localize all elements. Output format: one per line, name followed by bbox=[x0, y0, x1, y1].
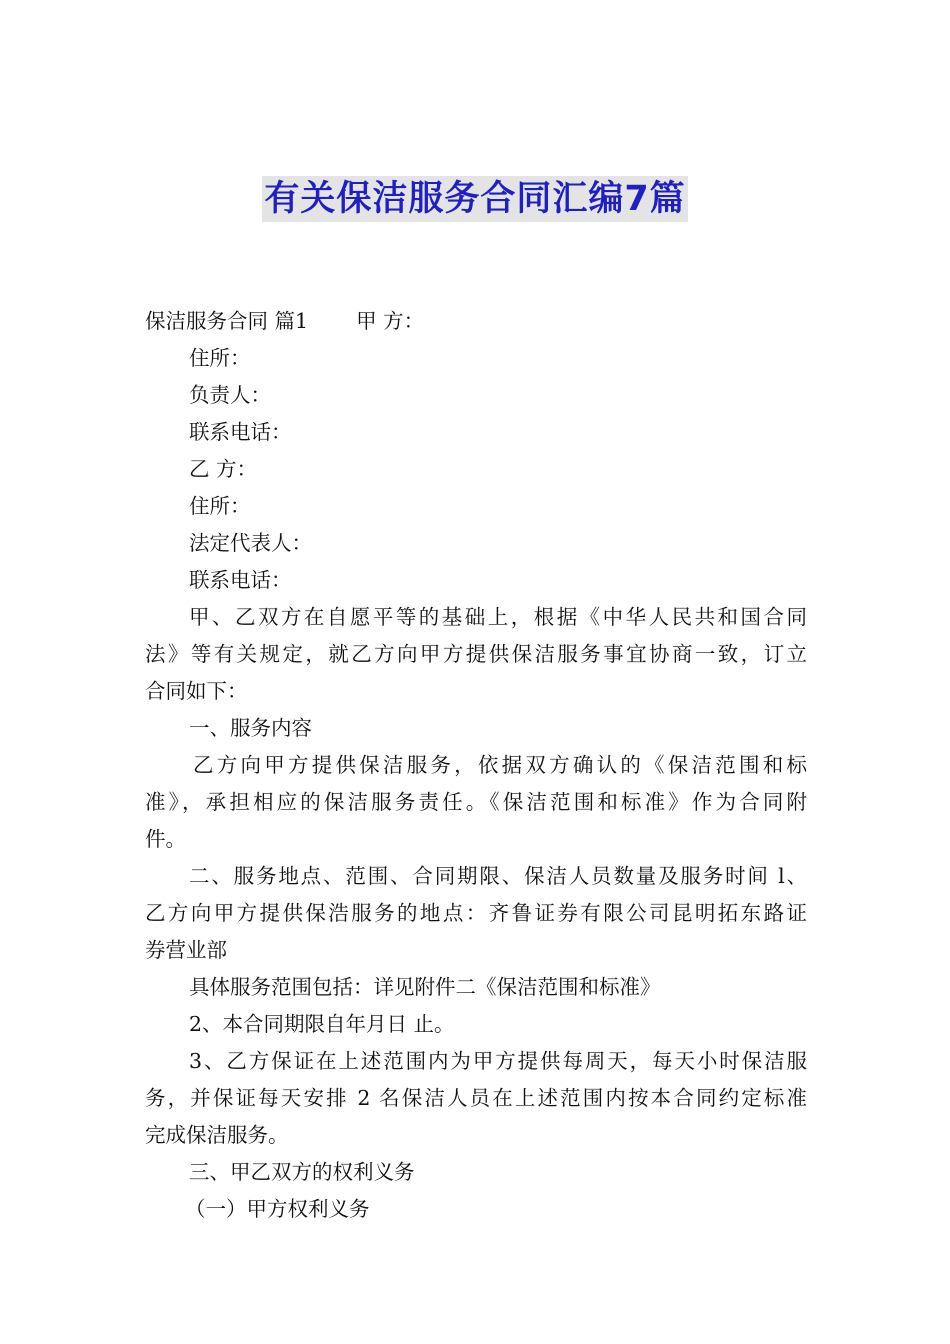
preamble-line: 甲、乙双方在自愿平等的基础上，根据《中华人民共和国合同 bbox=[189, 605, 807, 629]
section2-line: 乙方向甲方提供保浩服务的地点：齐鲁证券有限公司昆明拓东路证 bbox=[145, 901, 807, 925]
field-party-b: 乙 方： bbox=[189, 457, 258, 481]
section2-line: 二、服务地点、范围、合同期限、保洁人员数量及服务时间 l、 bbox=[189, 864, 807, 888]
section2-line: 券营业部 bbox=[145, 938, 227, 962]
section1-line: 乙方向甲方提供保洁服务，依据双方确认的《保洁范围和标 bbox=[193, 753, 807, 777]
section1-line: 件。 bbox=[145, 827, 186, 851]
section3-heading: 三、甲乙双方的权利义务 bbox=[189, 1160, 415, 1184]
document-title: 有关保洁服务合同汇编7篇 bbox=[262, 176, 687, 222]
section3-sub-heading: （一）甲方权利义务 bbox=[185, 1197, 370, 1221]
field-responsible-person: 负责人： bbox=[189, 383, 271, 407]
field-phone-b: 联系电话： bbox=[189, 568, 292, 592]
staffing-line: 务，并保证每天安排 2 名保洁人员在上述范围内按本合同约定标准 bbox=[145, 1086, 807, 1110]
preamble-line: 法》等有关规定，就乙方向甲方提供保洁服务事宜协商一致，订立 bbox=[145, 642, 807, 666]
preamble-line: 合同如下： bbox=[145, 679, 248, 703]
service-scope: 具体服务范围包括：详见附件二《保洁范围和标准》 bbox=[189, 975, 661, 999]
document-body bbox=[145, 303, 807, 1228]
article-label: 保洁服务合同 篇1 bbox=[145, 309, 309, 333]
intro-line bbox=[145, 303, 807, 340]
staffing-line: 3、乙方保证在上述范围内为甲方提供每周天，每天小时保洁服 bbox=[189, 1049, 807, 1073]
staffing-line: 完成保洁服务。 bbox=[145, 1123, 289, 1147]
contract-term: 2、本合同期限自年月日 止。 bbox=[189, 1012, 455, 1036]
field-legal-rep: 法定代表人： bbox=[189, 531, 312, 555]
field-phone-a: 联系电话： bbox=[189, 420, 292, 444]
title-block bbox=[0, 176, 950, 222]
party-a-label: 甲 方： bbox=[356, 309, 425, 333]
field-address-b: 住所： bbox=[189, 494, 251, 518]
section1-heading: 一、服务内容 bbox=[189, 716, 312, 740]
field-address-a: 住所： bbox=[189, 346, 251, 370]
section1-line: 准》，承担相应的保洁服务责任。《保洁范围和标准》作为合同附 bbox=[145, 790, 807, 814]
